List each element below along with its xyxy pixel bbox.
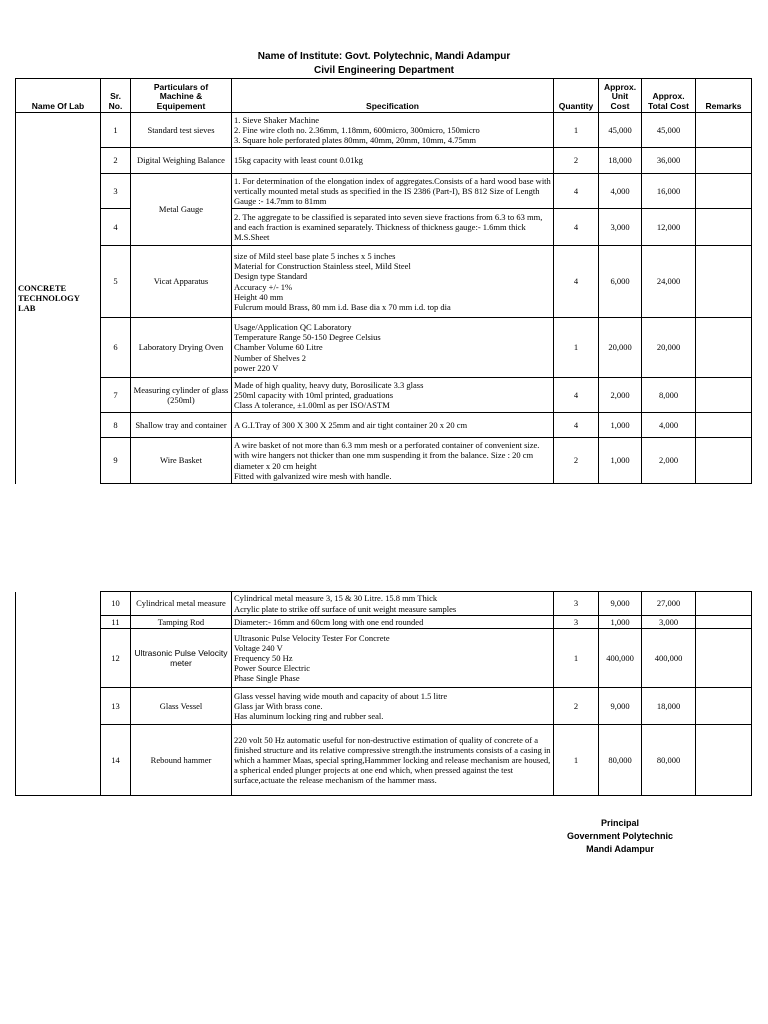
col-header-particulars: Particulars of Machine & Equipement [131, 79, 232, 113]
sr-no: 12 [101, 629, 131, 688]
quantity: 2 [554, 148, 599, 174]
total-cost: 400,000 [642, 629, 696, 688]
remarks [696, 209, 752, 246]
unit-cost: 1,000 [599, 438, 642, 484]
specification: A G.I.Tray of 300 X 300 X 25mm and air tight container 20 x 20 cm [232, 413, 554, 438]
specification: size of Mild steel base plate 5 inches x 5 inches Material for Construction Stainless steel, Mild Steel Design type Standard Accuracy +/- 1% Height 40 mm Fulcrum mould Brass, 80 mm i.d. Base dia x 70 mm i.d. top dia [232, 246, 554, 318]
signature-title: Principal [600, 818, 639, 828]
table-row [16, 318, 752, 378]
remarks [696, 438, 752, 484]
total-cost: 20,000 [642, 318, 696, 378]
equipment-name: Rebound hammer [131, 725, 232, 796]
quantity: 4 [554, 174, 599, 209]
quantity: 1 [554, 725, 599, 796]
equipment-name: Glass Vessel [131, 688, 232, 725]
sr-no: 5 [101, 246, 131, 318]
specification: 220 volt 50 Hz automatic useful for non-destructive estimation of quality of concrete of a finished structure and its relative compressive strength.the instruments consists of a casing in which a hammer Maas, special spring,Hammmer locking and release mechanism are housed, a spherical ended plunger projects at one end which, when pressed against the test surface,actuate the release mechanism of the hammer mass. [232, 725, 554, 796]
header-row [16, 79, 752, 113]
sr-no: 13 [101, 688, 131, 725]
unit-cost: 4,000 [599, 174, 642, 209]
equipment-name: Wire Basket [131, 438, 232, 484]
equipment-table-part-1 [15, 78, 752, 484]
remarks [696, 113, 752, 148]
unit-cost: 20,000 [599, 318, 642, 378]
quantity: 2 [554, 438, 599, 484]
table-row [16, 246, 752, 318]
col-header-total-cost: Approx. Total Cost [642, 79, 696, 113]
quantity: 4 [554, 209, 599, 246]
col-header-spec: Specification [232, 79, 554, 113]
quantity: 4 [554, 246, 599, 318]
unit-cost: 45,000 [599, 113, 642, 148]
col-header-sr: Sr. No. [101, 79, 131, 113]
equipment-name: Ultrasonic Pulse Velocity meter [131, 629, 232, 688]
remarks [696, 413, 752, 438]
unit-cost: 3,000 [599, 209, 642, 246]
equipment-name: Cylindrical metal measure [131, 592, 232, 616]
specification: Glass vessel having wide mouth and capacity of about 1.5 litre Glass jar With brass cone. Has aluminum locking ring and rubber seal. [232, 688, 554, 725]
sr-no: 7 [101, 378, 131, 413]
department-title: Civil Engineering Department [313, 65, 455, 76]
remarks [696, 629, 752, 688]
specification: Made of high quality, heavy duty, Borosilicate 3.3 glass 250ml capacity with 10ml printed, graduations Class A tolerance, ±1.00ml as per ISO/ASTM [232, 378, 554, 413]
table-row [16, 438, 752, 484]
sr-no: 14 [101, 725, 131, 796]
quantity: 1 [554, 113, 599, 148]
table-row [16, 688, 752, 725]
equipment-name: Shallow tray and container [131, 413, 232, 438]
col-header-unit-cost: Approx. Unit Cost [599, 79, 642, 113]
total-cost: 3,000 [642, 616, 696, 629]
sr-no: 8 [101, 413, 131, 438]
quantity: 3 [554, 592, 599, 616]
unit-cost: 18,000 [599, 148, 642, 174]
specification: 1. For determination of the elongation index of aggregates.Consists of a hard wood base with vertically mounted metal studs as specified in the IS 2386 (Part-I), BS 812 Size of Length Gauge :- 14.7mm to 81mm [232, 174, 554, 209]
table-row [16, 209, 752, 246]
total-cost: 18,000 [642, 688, 696, 725]
quantity: 3 [554, 616, 599, 629]
unit-cost: 9,000 [599, 592, 642, 616]
sr-no: 9 [101, 438, 131, 484]
table-row [16, 378, 752, 413]
total-cost: 24,000 [642, 246, 696, 318]
unit-cost: 9,000 [599, 688, 642, 725]
quantity: 4 [554, 378, 599, 413]
specification: 15kg capacity with least count 0.01kg [232, 148, 554, 174]
sr-no: 6 [101, 318, 131, 378]
total-cost: 80,000 [642, 725, 696, 796]
specification: 1. Sieve Shaker Machine 2. Fine wire cloth no. 2.36mm, 1.18mm, 600micro, 300micro, 150micro 3. Square hole perforated plates 80mm, 40mm, 20mm, 10mm, 4.75mm [232, 113, 554, 148]
remarks [696, 246, 752, 318]
sr-no: 1 [101, 113, 131, 148]
remarks [696, 174, 752, 209]
equipment-name: Tamping Rod [131, 616, 232, 629]
specification: A wire basket of not more than 6.3 mm mesh or a perforated container of convenient size. with wire hangers not thicker than one mm suspending it from the balance. Size : 20 cm diameter x 20 cm height Fitted with galvanized wire mesh with handle. [232, 438, 554, 484]
specification: Ultrasonic Pulse Velocity Tester For Concrete Voltage 240 V Frequency 50 Hz Power Source Electric Phase Single Phase [232, 629, 554, 688]
remarks [696, 725, 752, 796]
total-cost: 36,000 [642, 148, 696, 174]
total-cost: 4,000 [642, 413, 696, 438]
sr-no: 2 [101, 148, 131, 174]
col-header-lab: Name Of Lab [16, 79, 101, 113]
signature-org: Government Polytechnic [566, 831, 674, 841]
specification: Diameter:- 16mm and 60cm long with one end rounded [232, 616, 554, 629]
unit-cost: 1,000 [599, 413, 642, 438]
table-row [16, 616, 752, 629]
equipment-name: Vicat Apparatus [131, 246, 232, 318]
specification: Cylindrical metal measure 3, 15 & 30 Litre. 15.8 mm Thick Acrylic plate to strike off surface of unit weight measure samples [232, 592, 554, 616]
col-header-remarks: Remarks [696, 79, 752, 113]
quantity: 1 [554, 318, 599, 378]
lab-name-continued [16, 592, 101, 796]
institute-title: Name of Institute: Govt. Polytechnic, Mandi Adampur [257, 51, 511, 62]
equipment-name: Laboratory Drying Oven [131, 318, 232, 378]
equipment-name: Standard test sieves [131, 113, 232, 148]
remarks [696, 688, 752, 725]
total-cost: 16,000 [642, 174, 696, 209]
specification: 2. The aggregate to be classified is separated into seven sieve fractions from 6.3 to 63 mm, and each fraction is examined separately. Thickness of thickness gauge:- 1.6mm thick M.S.Sheet [232, 209, 554, 246]
remarks [696, 378, 752, 413]
equipment-table-part-2 [15, 591, 752, 796]
table-row [16, 148, 752, 174]
remarks [696, 592, 752, 616]
lab-name: CONCRETE TECHNOLOGY LAB [16, 113, 101, 484]
remarks [696, 148, 752, 174]
total-cost: 8,000 [642, 378, 696, 413]
specification: Usage/Application QC Laboratory Temperature Range 50-150 Degree Celsius Chamber Volume 60 Litre Number of Shelves 2 power 220 V [232, 318, 554, 378]
table-row [16, 113, 752, 148]
sr-no: 10 [101, 592, 131, 616]
unit-cost: 80,000 [599, 725, 642, 796]
remarks [696, 318, 752, 378]
table-row [16, 629, 752, 688]
total-cost: 12,000 [642, 209, 696, 246]
equipment-name: Metal Gauge [131, 174, 232, 246]
equipment-name: Digital Weighing Balance [131, 148, 232, 174]
unit-cost: 1,000 [599, 616, 642, 629]
signature-block [560, 817, 680, 856]
table-row [16, 174, 752, 209]
table-row [16, 413, 752, 438]
unit-cost: 400,000 [599, 629, 642, 688]
unit-cost: 6,000 [599, 246, 642, 318]
table-row [16, 592, 752, 616]
table-row [16, 725, 752, 796]
col-header-quantity: Quantity [554, 79, 599, 113]
quantity: 2 [554, 688, 599, 725]
sr-no: 4 [101, 209, 131, 246]
unit-cost: 2,000 [599, 378, 642, 413]
equipment-name: Measuring cylinder of glass (250ml) [131, 378, 232, 413]
remarks [696, 616, 752, 629]
total-cost: 2,000 [642, 438, 696, 484]
signature-place: Mandi Adampur [586, 844, 654, 854]
quantity: 1 [554, 629, 599, 688]
total-cost: 27,000 [642, 592, 696, 616]
sr-no: 11 [101, 616, 131, 629]
total-cost: 45,000 [642, 113, 696, 148]
sr-no: 3 [101, 174, 131, 209]
quantity: 4 [554, 413, 599, 438]
